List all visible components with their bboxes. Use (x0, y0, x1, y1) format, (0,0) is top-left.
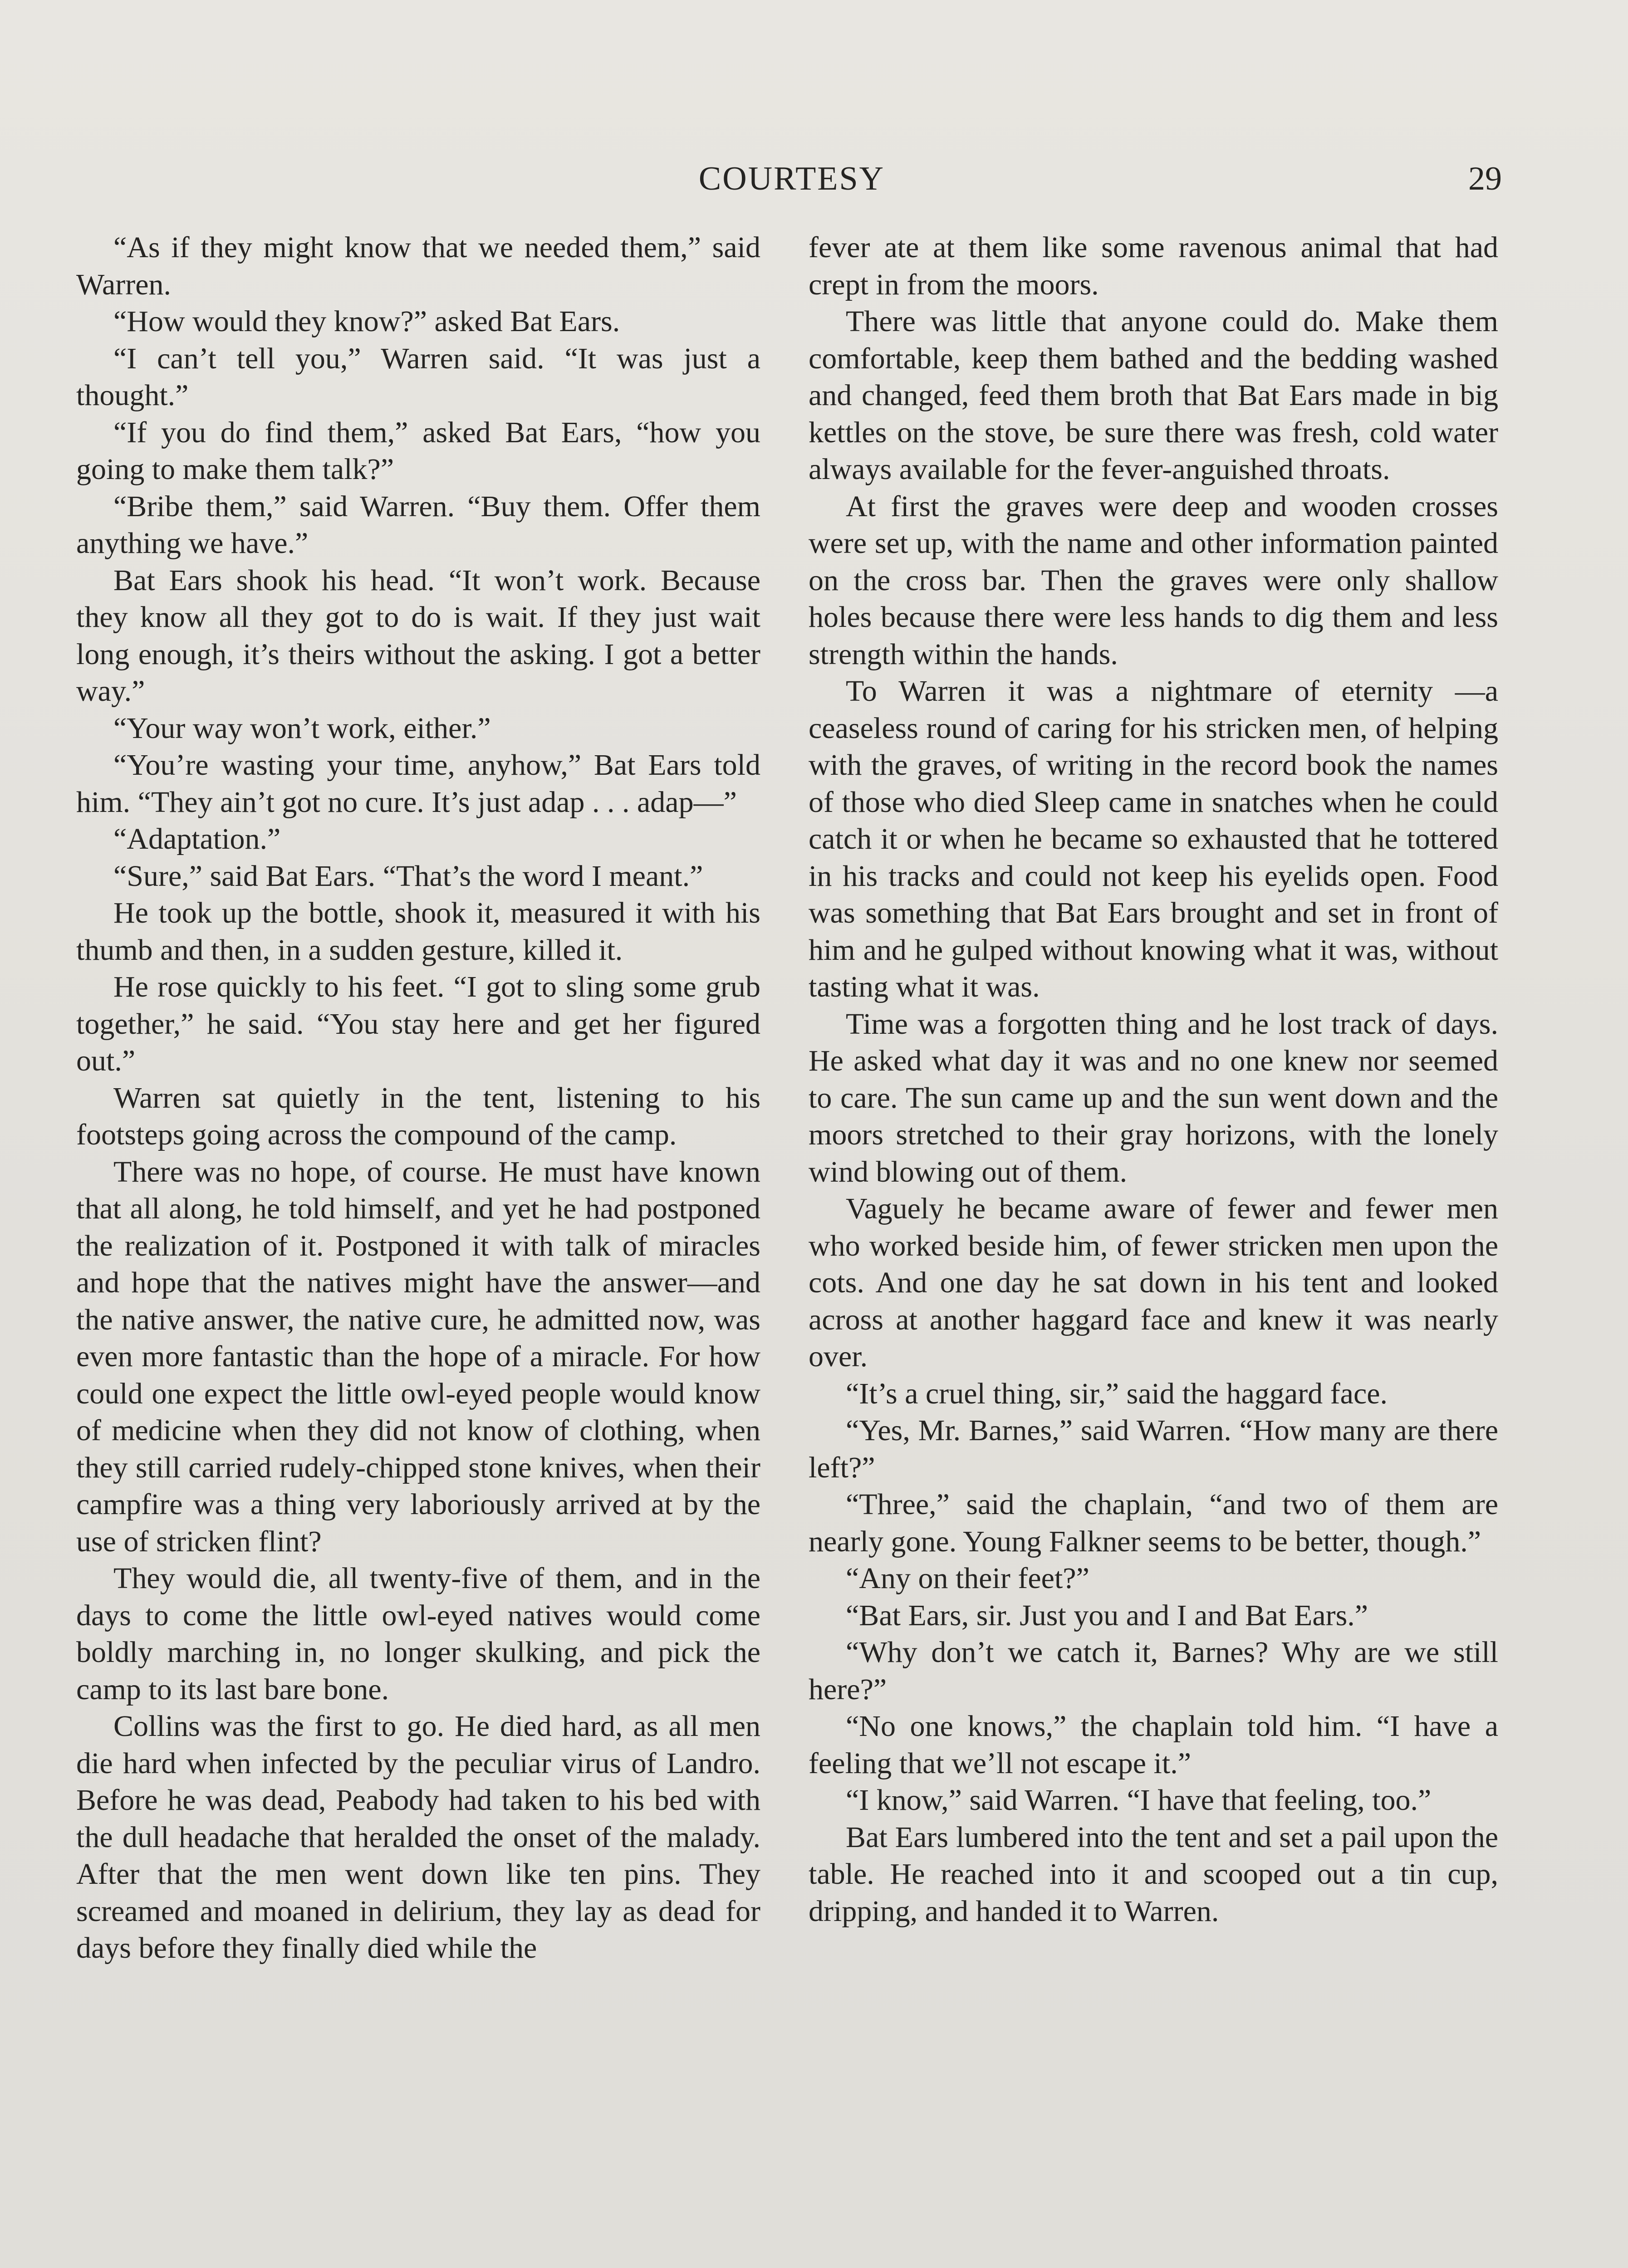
paragraph: To Warren it was a nightmare of eternity —a ceaseless round of caring for his stricken men, of helping with the graves, of writing in the record book the names of those who died Sleep came in snatches when he could catch it or when he became so exhausted that he tottered in his tracks and could not keep his eyelids open. Food was something that Bat Ears brought and set in front of him and he gulped without knowing what it was, without tasting what it was. (809, 675, 1498, 1003)
running-title: COURTESY (698, 160, 885, 197)
right-text-column (809, 229, 1498, 1930)
paragraph: “Adaptation.” (113, 822, 281, 855)
paragraph: At first the graves were deep and wooden crosses were set up, with the name and other information painted on the cross bar. Then the graves were only shallow holes because there were less hands to dig them and less strength within the hands. (809, 489, 1498, 671)
paragraph: Bat Ears lumbered into the tent and set a pail upon the table. He reached into it and scooped out a tin cup, dripping, and handed it to Warren. (809, 1820, 1498, 1928)
paragraph: “Bat Ears, sir. Just you and I and Bat Ears.” (846, 1598, 1368, 1632)
paragraph: “You’re wasting your time, anyhow,” Bat Ears told him. “They ain’t got no cure. It’s just adap . . . adap—” (76, 748, 760, 819)
paragraph: Warren sat quietly in the tent, listening to his footsteps going across the compound of the camp. (76, 1081, 760, 1151)
paragraph: Collins was the first to go. He died hard, as all men die hard when infected by the peculiar virus of Landro. Before he was dead, Peabody had taken to his bed with the dull headache that heralded the onset of the malady. After that the men went down like ten pins. They screamed and moaned in delirium, they lay as dead for days before they finally died while the (76, 1710, 760, 1965)
paragraph: “Sure,” said Bat Ears. “That’s the word I meant.” (113, 859, 703, 893)
left-text-column (76, 229, 760, 1967)
paragraph: There was little that anyone could do. Make them comfortable, keep them bathed and the bedding washed and changed, feed them broth that Bat Ears made in big kettles on the stove, be sure there was fresh, cold water always available for the fever-anguished throats. (809, 305, 1498, 486)
paragraph: “No one knows,” the chaplain told him. “I have a feeling that we’ll not escape it.” (809, 1710, 1498, 1780)
paragraph: “Any on their feet?” (846, 1562, 1089, 1595)
paragraph: “If you do find them,” asked Bat Ears, “how you going to make them talk?” (76, 415, 760, 486)
paragraph: “Yes, Mr. Barnes,” said Warren. “How many are there left?” (809, 1414, 1498, 1484)
paragraph: “How would they know?” asked Bat Ears. (113, 305, 620, 338)
paragraph: “Bribe them,” said Warren. “Buy them. Offer them anything we have.” (76, 489, 760, 560)
paragraph: He took up the bottle, shook it, measured it with his thumb and then, in a sudden gesture, killed it. (76, 896, 760, 967)
paragraph: “Why don’t we catch it, Barnes? Why are we still here?” (809, 1636, 1498, 1706)
paragraph: “As if they might know that we needed them,” said Warren. (76, 231, 760, 301)
paragraph: “Three,” said the chaplain, “and two of them are nearly gone. Young Falkner seems to be better, though.” (809, 1488, 1498, 1558)
paragraph-continued: fever ate at them like some ravenous animal that had crept in from the moors. (809, 231, 1498, 301)
paragraph: “It’s a cruel thing, sir,” said the haggard face. (846, 1377, 1388, 1410)
paragraph: Vaguely he became aware of fewer and fewer men who worked beside him, of fewer stricken men upon the cots. And one day he sat down in his tent and looked across at another haggard face and knew it was nearly over. (809, 1192, 1498, 1373)
page-number: 29 (1468, 160, 1502, 197)
paragraph: Bat Ears shook his head. “It won’t work. Because they know all they got to do is wait. If they just wait long enough, it’s theirs without the asking. I got a better way.” (76, 563, 760, 708)
paragraph: “Your way won’t work, either.” (113, 711, 491, 745)
running-header (82, 160, 1502, 205)
paragraph: Time was a forgotten thing and he lost track of days. He asked what day it was and no one knew nor seemed to care. The sun came up and the sun went down and the moors stretched to their gray horizons, with the lonely wind blowing out of them. (809, 1007, 1498, 1188)
paragraph: There was no hope, of course. He must have known that all along, he told himself, and yet he had postponed the realization of it. Postponed it with talk of miracles and hope that the natives might have the answer—and the native answer, the native cure, he admitted now, was even more fantastic than the hope of a miracle. For how could one expect the little owl-eyed people would know of medicine when they did not know of clothing, when they still carried rudely-chipped stone knives, when their campfire was a thing very laboriously arrived at by the use of stricken flint? (76, 1155, 760, 1558)
paragraph: “I can’t tell you,” Warren said. “It was just a thought.” (76, 342, 760, 412)
paragraph: “I know,” said Warren. “I have that feeling, too.” (846, 1784, 1432, 1817)
paragraph: He rose quickly to his feet. “I got to sling some grub together,” he said. “You stay here and get her figured out.” (76, 970, 760, 1077)
paragraph: They would die, all twenty-five of them, and in the days to come the little owl-eyed natives would come boldly marching in, no longer skulking, and pick the camp to its last bare bone. (76, 1562, 760, 1706)
